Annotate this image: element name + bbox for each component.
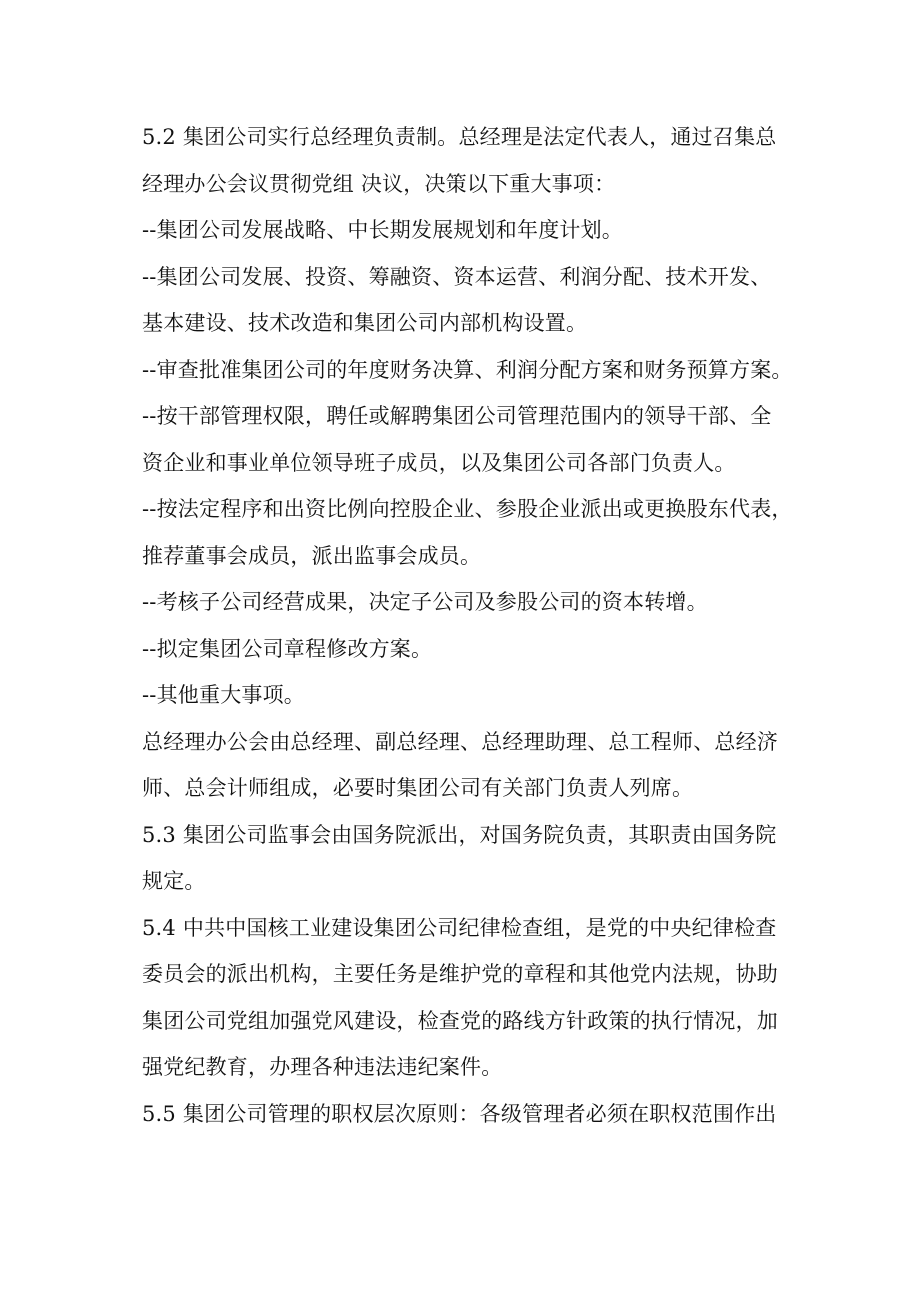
text-line: --集团公司发展战略、中长期发展规划和年度计划。	[142, 218, 623, 242]
text-line: --拟定集团公司章程修改方案。	[142, 636, 433, 661]
text-line: 强党纪教育，办理各种违法违纪案件。	[142, 1055, 503, 1079]
text-line: --按干部管理权限，聘任或解聘集团公司管理范围内的领导干部、全	[142, 404, 772, 428]
text-line: 5.5 集团公司管理的职权层次原则：各级管理者必须在职权范围作出	[142, 1101, 777, 1126]
document-body	[142, 114, 793, 1137]
text-line: --按法定程序和出资比例向控股企业、参股企业派出或更换股东代表，	[142, 497, 793, 521]
text-line: 5.4 中共中国核工业建设集团公司纪律检查组，是党的中央纪律检查	[142, 915, 777, 940]
text-line: --审查批准集团公司的年度财务决算、利润分配方案和财务预算方案。	[142, 357, 793, 382]
text-line: --其他重大事项。	[142, 683, 305, 707]
text-line: 5.2 集团公司实行总经理负责制。总经理是法定代表人，通过召集总	[142, 125, 777, 149]
text-line: 委员会的派出机构，主要任务是维护党的章程和其他党内法规，协助	[142, 962, 778, 986]
text-line: 规定。	[142, 869, 206, 893]
text-line: 资企业和事业单位领导班子成员，以及集团公司各部门负责人。	[142, 450, 736, 475]
text-line: 集团公司党组加强党风建设，检查党的路线方针政策的执行情况，加	[142, 1008, 778, 1033]
text-line: --集团公司发展、投资、筹融资、资本运营、利润分配、技术开发、	[142, 264, 772, 289]
text-line: 总经理办公会由总经理、副总经理、总经理助理、总工程师、总经济	[142, 729, 778, 754]
text-line: 推荐董事会成员，派出监事会成员。	[142, 543, 482, 568]
text-line: 师、总会计师组成，必要时集团公司有关部门负责人列席。	[142, 776, 694, 800]
text-line: 基本建设、技术改造和集团公司内部机构设置。	[142, 311, 588, 335]
text-line: --考核子公司经营成果，决定子公司及参股公司的资本转增。	[142, 590, 708, 614]
text-line: 5.3 集团公司监事会由国务院派出，对国务院负责，其职责由国务院	[142, 822, 777, 847]
text-line: 经理办公会议贯彻党组 决议，决策以下重大事项：	[142, 171, 616, 196]
